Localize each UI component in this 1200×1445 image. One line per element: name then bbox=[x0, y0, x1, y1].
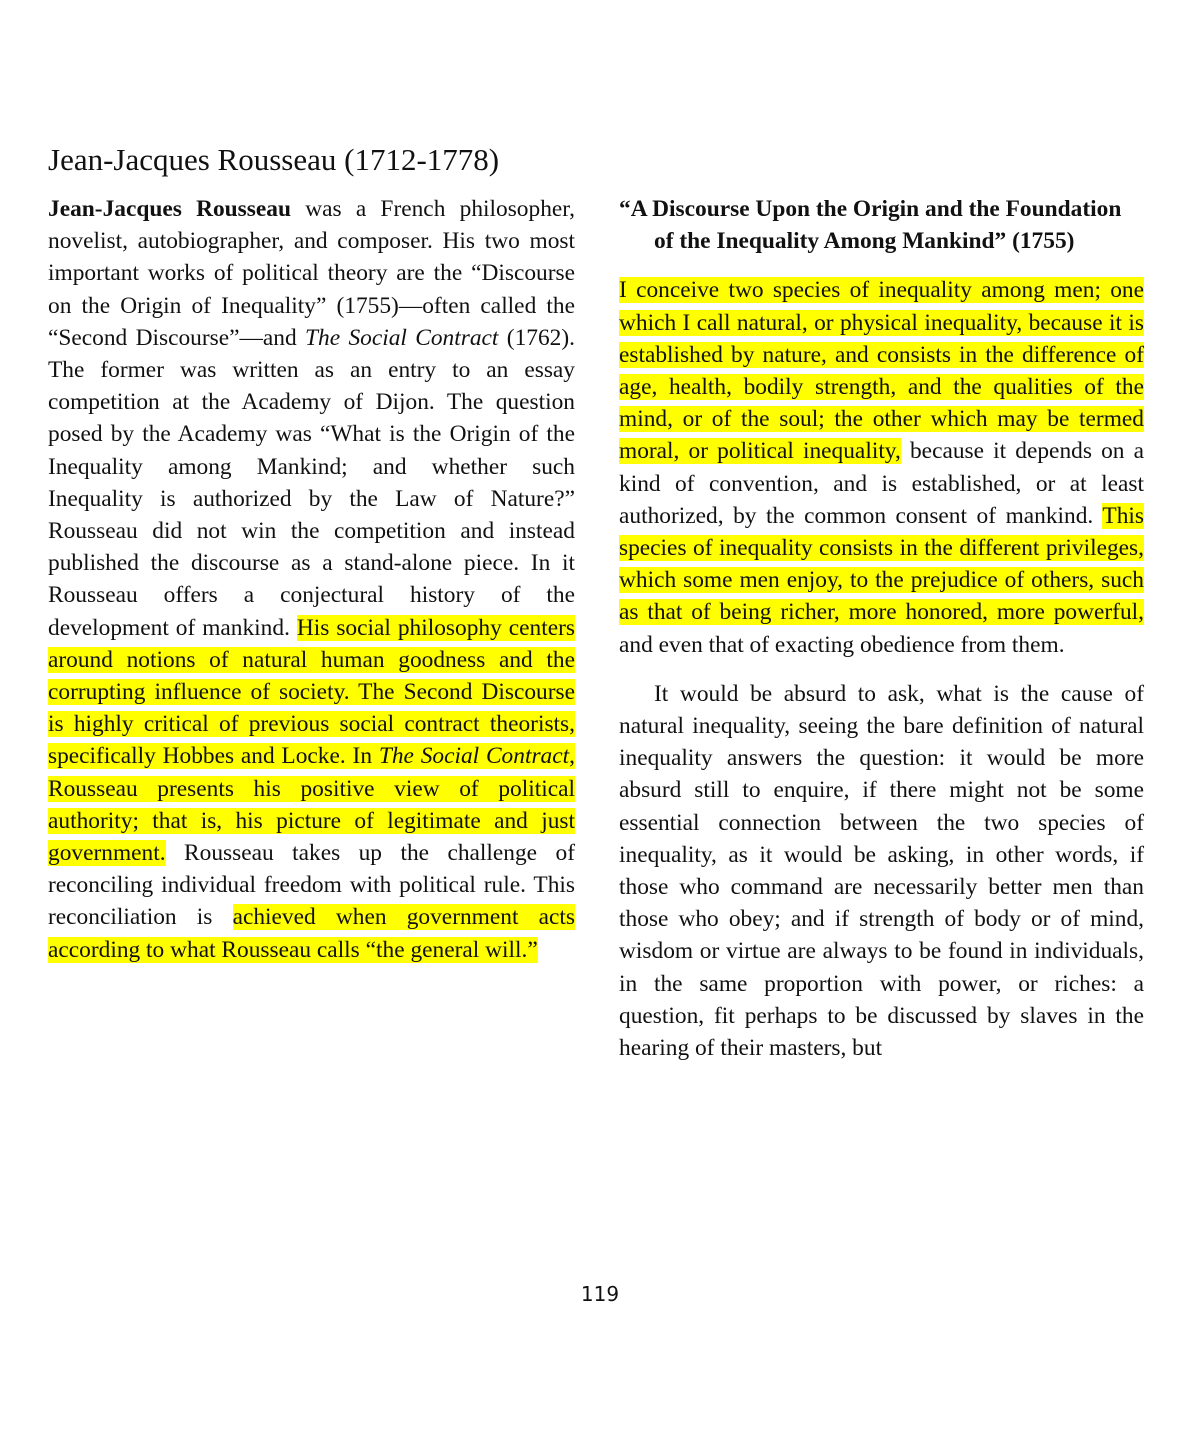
excerpt-title: “A Discourse Upon the Origin and the Foundation of the Inequality Among Mankind” (1755) bbox=[619, 196, 1122, 255]
highlighted-passage-4: This species of inequality consists in the different privileges, which some men enjoy, to the prejudice of others, such as that of being richer, more honored, more powerful, bbox=[619, 502, 1144, 626]
highlight-1b: , Rousseau presents his positive view of political authority; that is, his picture of legitimate and just government. bbox=[48, 743, 575, 867]
bio-text-3: Rousseau takes up the challenge of reconciling individual freedom with political rule. This reconciliation is bbox=[48, 840, 575, 931]
highlighted-passage-1 bbox=[48, 615, 575, 866]
excerpt-paragraph-1 bbox=[619, 274, 1144, 660]
section-heading: Jean-Jacques Rousseau (1712-1778) bbox=[48, 142, 500, 177]
biography-paragraph bbox=[48, 193, 575, 966]
highlighted-passage-3: I conceive two species of inequality among men; one which I call natural, or physical inequality, because it is established by nature, and consists in the difference of age, health, bodily strength, and the qualities of the mind, or of the soul; the other which may be termed moral, or political inequality, bbox=[619, 277, 1144, 465]
highlight-1a: His social philosophy centers around notions of natural human goodness and the corrupting influence of society. The Second Discourse is highly critical of previous social contract theorists, specifically Hobbes and Locke. In bbox=[48, 614, 575, 770]
page-number: 119 bbox=[580, 1282, 620, 1306]
bio-text-1: was a French philosopher, novelist, autobiographer, and composer. His two most important works of political theory are the “Discourse on the Origin of Inequality” (1755)—often called the “Second Discourse”—and bbox=[48, 196, 575, 351]
right-column bbox=[619, 193, 1144, 1064]
excerpt-paragraph-2: It would be absurd to ask, what is the cause of natural inequality, seeing the bare definition of natural inequality answers the question: it would be more absurd still to enquire, if there might not be some essential connection between the two species of inequality, as it would be asking, in other words, if those who command are necessarily better men than those who obey; and if strength of body or of mind, wisdom or virtue are always to be found in individuals, in the same proportion with power, or riches: a question, fit perhaps to be discussed by slaves in the hearing of their masters, but bbox=[619, 680, 1144, 1062]
author-name: Jean-Jacques Rousseau bbox=[48, 196, 291, 222]
excerpt-text-2: and even that of exacting obedience from them. bbox=[619, 631, 1065, 658]
highlighted-passage-2: achieved when government acts according to what Rousseau calls “the general will.” bbox=[48, 904, 575, 963]
excerpt-text-1: because it depends on a kind of convention, and is established, or at least authorized, by the common consent of mankind. bbox=[619, 438, 1144, 529]
left-column bbox=[48, 193, 575, 966]
work-title-italic: The Social Contract bbox=[305, 324, 499, 351]
bio-text-2: (1762). The former was written as an entry to an essay competition at the Academy of Dijon. The question posed by the Academy was “What is the Origin of the Inequality among Mankind; and whether such Inequality is authorized by the Law of Nature?” Rousseau did not win the competition and instead published the discourse as a stand-alone piece. In it Rousseau offers a conjectural history of the development of mankind. bbox=[48, 324, 575, 641]
highlight-work-title-italic: The Social Contract bbox=[378, 743, 570, 770]
